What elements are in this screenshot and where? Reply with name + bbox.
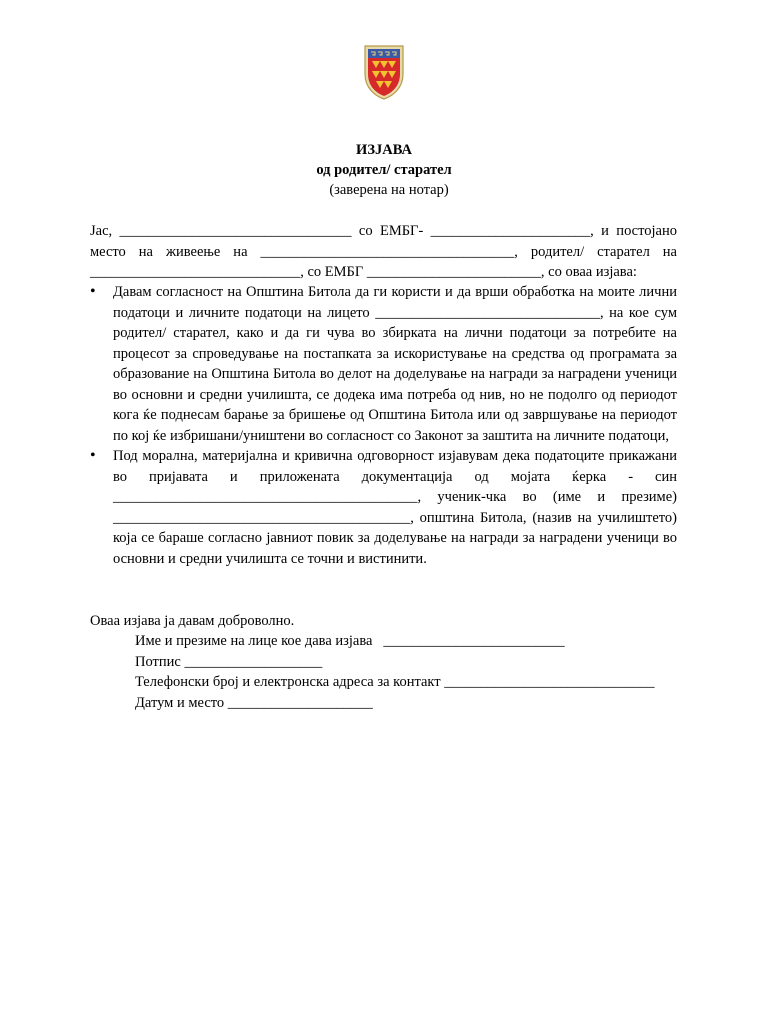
list-item: [90, 446, 677, 569]
field-name-giver: Име и презиме на лице кое дава изјава _________________________: [135, 633, 565, 649]
signature-fields: [135, 631, 680, 713]
field-contact: Телефонски број и електронска адреса за контакт _____________________________: [135, 674, 655, 690]
list-item: [90, 282, 677, 446]
list-item-text: Под морална, материјална и кривична одговорност изјавувам дека податоците прикажани во пријавата и приложената документација од мојата ќерка - син __________________________________________, ученик-чка во (име и презиме) _________________________________________, општина Битола, (назив на училиштето) која се бараше согласно јавниот повик за доделување на награди за наградени ученици во основни и средни училишта се точни и вистинити.: [113, 448, 677, 567]
closing-statement: Оваа изјава ја давам доброволно.: [90, 613, 295, 629]
field-date-place: Датум и место ____________________: [135, 694, 373, 711]
document-subtitle: од родител/ старател: [316, 162, 452, 178]
intro-paragraph: Јас, ________________________________ со ЕМБГ- ______________________, и постојано место на живеење на ___________________________________, родител/ старател на _____________________________, со ЕМБГ ________________________, со оваа изјава:: [90, 223, 677, 280]
bullet-icon: •: [90, 283, 96, 300]
document-title: ИЗЈАВА: [356, 142, 412, 158]
heading-block: [0, 140, 768, 200]
list-item-text: Давам согласност на Општина Битола да ги користи и да врши обработка на моите лични податоци и личните податоци на лицето _______________________________, на кое сум родител/ старател, како и да ги чува во збирката на лични податоци за потребите на процесот за спроведување на постапката за искористување на средства од програмата за образование на Општина Битола во делот на доделување на награди за наградени ученици во основни и средни училишта, се додека има потреба од нив, но не подолго од периодот кога ќе поднесам барање за бришење од Општина Битола или од завршување на периодот по кој ќе избришани/уништени во согласност со Законот за заштита на личните податоци,: [113, 284, 677, 444]
coat-of-arms-logo: [363, 44, 405, 100]
field-signature: Потпис ___________________: [135, 653, 323, 670]
document-note: (заверена на нотар): [329, 182, 449, 198]
bullet-icon: •: [90, 447, 96, 464]
declaration-list: [90, 282, 677, 569]
